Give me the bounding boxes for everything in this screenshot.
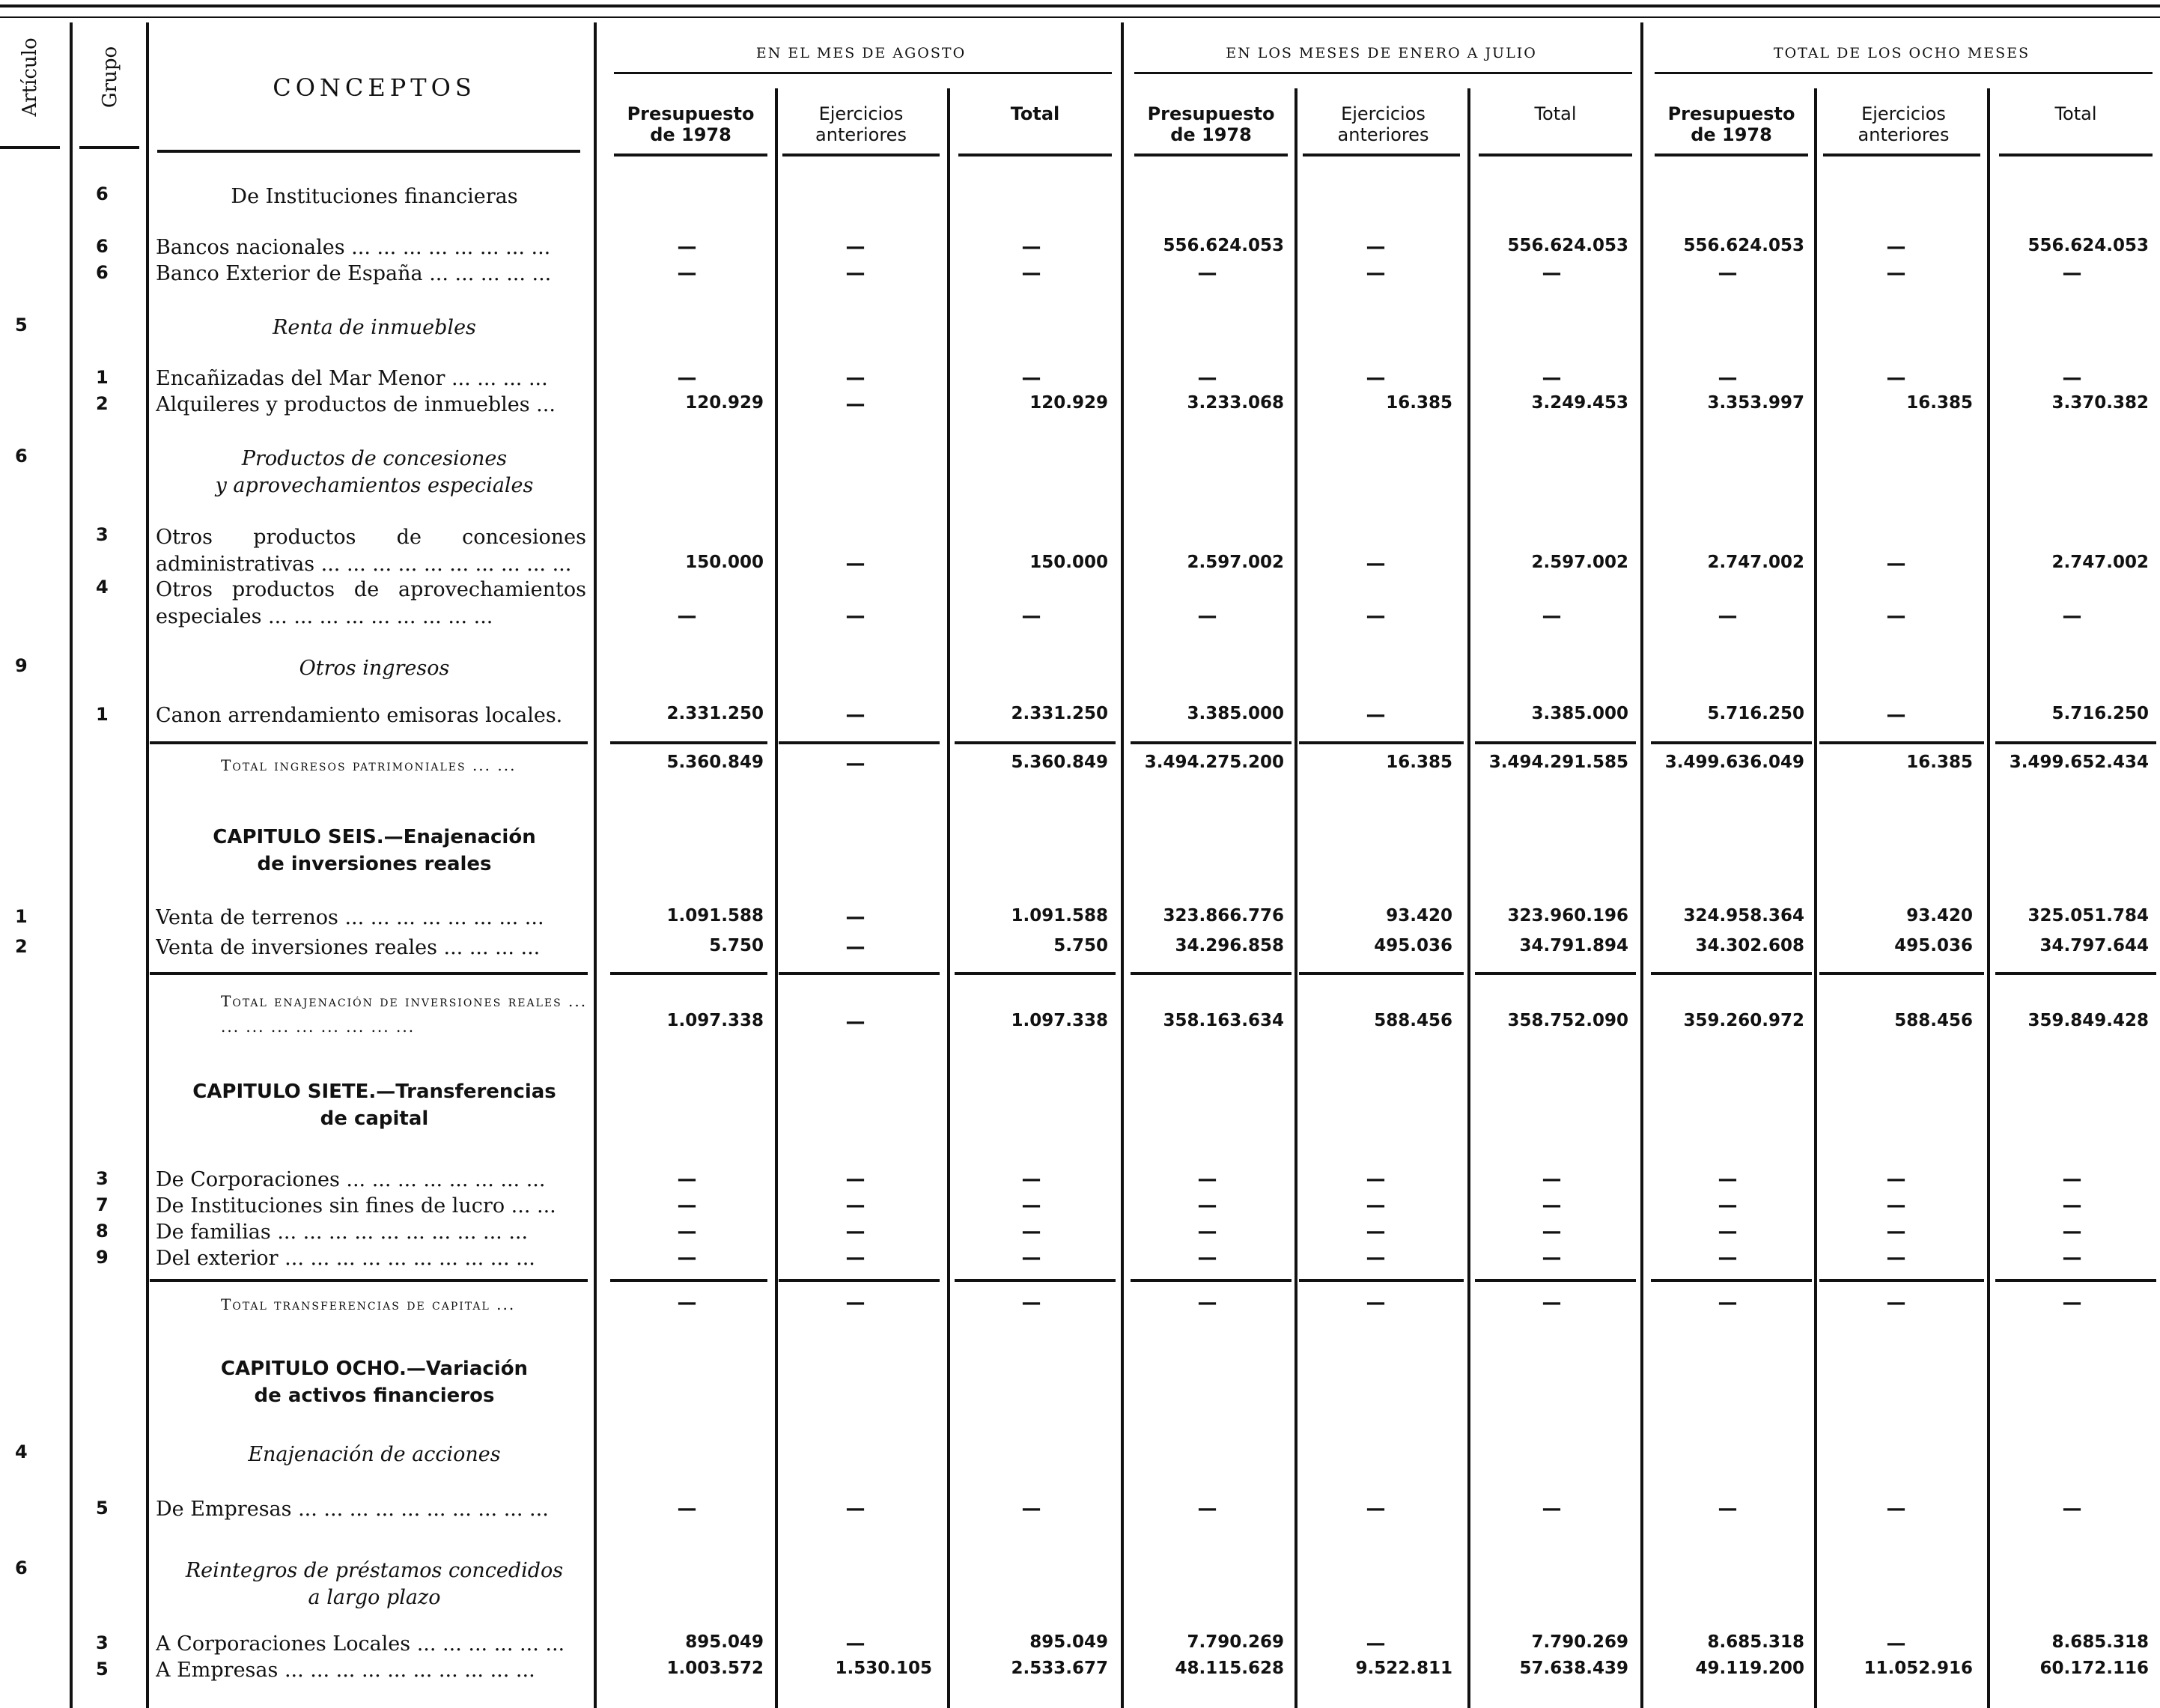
cell-value: 588.456 (1374, 1011, 1452, 1030)
cell-value: — (1197, 1194, 1217, 1217)
cell-value: — (1718, 1498, 1738, 1520)
cell-value: — (2062, 605, 2082, 627)
cell-value: — (1366, 553, 1386, 575)
cell-value: — (677, 367, 697, 389)
concept-label: Bancos nacionales ... ... ... ... ... ... ... ... (156, 236, 551, 259)
total-rule (955, 1279, 1116, 1282)
cell-value: — (1021, 1498, 1041, 1520)
header-rule-conceptos (157, 150, 580, 153)
grupo-number: 4 (96, 577, 109, 598)
cell-value: — (1366, 236, 1386, 258)
cell-value: — (1366, 1632, 1386, 1655)
cell-value: 556.624.053 (1507, 236, 1628, 255)
cell-value: — (1021, 1221, 1041, 1243)
group-title-enero-julio: EN LOS MESES DE ENERO A JULIO (1226, 45, 1537, 61)
cell-value: 7.790.269 (1187, 1632, 1284, 1652)
concept-label: Venta de terrenos ... ... ... ... ... ... ... ... (156, 906, 544, 929)
section-heading: CAPITULO SIETE.—Transferencias de capital (192, 1081, 556, 1130)
total-rule (1299, 741, 1464, 744)
cell-value: 3.499.652.434 (2009, 753, 2149, 772)
subheader-rule (1303, 154, 1460, 156)
grupo-number: 6 (96, 183, 109, 204)
cell-value: 2.597.002 (1187, 553, 1284, 572)
cell-value: — (1197, 1498, 1217, 1520)
cell-value: 57.638.439 (1519, 1659, 1628, 1678)
header-articulo: Artículo (19, 37, 41, 117)
cell-value: — (1542, 605, 1562, 627)
cell-value: — (1197, 1292, 1217, 1314)
cell-value: 34.302.608 (1695, 936, 1804, 955)
cell-value: 3.385.000 (1187, 704, 1284, 723)
cell-value: 49.119.200 (1695, 1659, 1804, 1678)
cell-value: — (2062, 1247, 2082, 1269)
group-title-agosto: EN EL MES DE AGOSTO (755, 45, 967, 61)
cell-value: — (1718, 1247, 1738, 1269)
cell-value: — (1542, 1194, 1562, 1217)
cell-value: — (1886, 1292, 1906, 1314)
cell-value: — (845, 1632, 865, 1655)
cell-value: — (845, 1247, 865, 1269)
total-rule (1299, 972, 1464, 975)
cell-value: 5.360.849 (1011, 753, 1108, 772)
cell-value: — (1542, 1292, 1562, 1314)
concept-label: Del exterior ... ... ... ... ... ... ... ... ... ... (156, 1247, 535, 1270)
cell-value: — (1542, 1221, 1562, 1243)
cell-value: 150.000 (1029, 553, 1108, 572)
cell-value: — (1886, 1194, 1906, 1217)
concept-label: A Empresas ... ... ... ... ... ... ... ... ... ... (156, 1659, 535, 1682)
cell-value: 120.929 (1029, 393, 1108, 413)
cell-value: — (2062, 262, 2082, 285)
cell-value: — (1718, 605, 1738, 627)
subheader-rule (1823, 154, 1980, 156)
concept-label: De Corporaciones ... ... ... ... ... ... ... ... (156, 1168, 546, 1191)
grupo-number: 5 (96, 1659, 109, 1680)
cell-value: 358.163.634 (1163, 1011, 1284, 1030)
cell-value: — (1886, 1498, 1906, 1520)
total-rule (955, 972, 1116, 975)
concept-label: De familias ... ... ... ... ... ... ... ... ... ... (156, 1221, 529, 1244)
cell-value: 895.049 (1029, 1632, 1108, 1652)
cell-value: — (1886, 1632, 1906, 1655)
cell-value: — (1542, 1247, 1562, 1269)
cell-value: — (1197, 367, 1217, 389)
cell-value: 2.533.677 (1011, 1659, 1108, 1678)
total-rule (1475, 1279, 1636, 1282)
cell-value: 48.115.628 (1175, 1659, 1284, 1678)
column-rule (1814, 88, 1817, 1708)
cell-value: — (1197, 605, 1217, 627)
cell-value: 3.494.275.200 (1144, 753, 1284, 772)
cell-value: 495.036 (1374, 936, 1452, 955)
header-rule-grupo (79, 146, 139, 149)
section-heading: Otros ingresos (299, 657, 450, 680)
cell-value: 323.866.776 (1163, 906, 1284, 926)
cell-value: — (1886, 1168, 1906, 1191)
section-heading: Productos de concesiones y aprovechamientos especiales (215, 447, 534, 497)
subheader-presupuesto: Presupuesto de 1978 (1667, 103, 1795, 145)
cell-value: 5.716.250 (1707, 704, 1804, 723)
subheader-rule (1999, 154, 2153, 156)
top-rule-thin (0, 16, 2160, 18)
cell-value: — (1366, 605, 1386, 627)
articulo-number: 4 (15, 1441, 28, 1462)
subheader-rule (1134, 154, 1288, 156)
cell-value: 5.716.250 (2051, 704, 2149, 723)
cell-value: 93.420 (1386, 906, 1452, 926)
cell-value: — (1366, 1221, 1386, 1243)
cell-value: — (677, 1498, 697, 1520)
section-heading: Reintegros de préstamos concedidos a largo plazo (185, 1559, 564, 1609)
cell-value: — (1718, 1194, 1738, 1217)
cell-value: 16.385 (1386, 753, 1452, 772)
cell-value: — (1718, 1292, 1738, 1314)
subheader-rule (958, 154, 1112, 156)
cell-value: — (1197, 262, 1217, 285)
cell-value: — (677, 1247, 697, 1269)
cell-value: 16.385 (1906, 753, 1973, 772)
cell-value: — (1021, 1292, 1041, 1314)
total-rule (1819, 972, 1984, 975)
cell-value: 7.790.269 (1531, 1632, 1628, 1652)
cell-value: 2.747.002 (2051, 553, 2149, 572)
cell-value: — (845, 753, 865, 775)
subheader-rule (782, 154, 940, 156)
cell-value: 895.049 (685, 1632, 764, 1652)
cell-value: — (1021, 236, 1041, 258)
concept-label: Otros productos de aprovechamientos especiales ... ... ... ... ... ... ... ... ... (156, 578, 586, 628)
concept-label: Venta de inversiones reales ... ... ... ... (156, 936, 541, 959)
section-heading: CAPITULO OCHO.—Variación de activos financieros (220, 1358, 529, 1407)
column-rule (775, 88, 778, 1708)
cell-value: — (845, 906, 865, 929)
cell-value: — (1718, 1168, 1738, 1191)
cell-value: — (845, 1292, 865, 1314)
cell-value: 2.331.250 (1011, 704, 1108, 723)
concept-label: Banco Exterior de España ... ... ... ... ... (156, 262, 552, 285)
header-grupo: Grupo (99, 46, 121, 109)
total-rule (779, 1279, 940, 1282)
cell-value: 93.420 (1906, 906, 1973, 926)
top-rule (0, 4, 2160, 7)
total-label: Total ingresos patrimoniales ... ... (221, 756, 517, 774)
cell-value: — (845, 704, 865, 726)
cell-value: — (1366, 1292, 1386, 1314)
cell-value: — (2062, 1498, 2082, 1520)
cell-value: 495.036 (1894, 936, 1973, 955)
cell-value: 2.331.250 (666, 704, 764, 723)
column-rule (1987, 88, 1990, 1708)
section-heading: Renta de inmuebles (273, 316, 476, 339)
cell-value: 16.385 (1386, 393, 1452, 413)
cell-value: 5.750 (709, 936, 764, 955)
grupo-number: 6 (96, 236, 109, 257)
total-rule (610, 972, 767, 975)
total-rule (1819, 1279, 1984, 1282)
column-rule (1467, 88, 1470, 1708)
cell-value: — (1197, 1247, 1217, 1269)
section-heading: Enajenación de acciones (248, 1443, 501, 1466)
cell-value: — (1718, 262, 1738, 285)
cell-value: 3.385.000 (1531, 704, 1628, 723)
concept-label: Otros productos de concesiones administrativas ... ... ... ... ... ... ... ... ... ... (156, 526, 586, 576)
cell-value: 150.000 (685, 553, 764, 572)
column-rule (947, 88, 950, 1708)
cell-value: 556.624.053 (1683, 236, 1804, 255)
section-heading: De Instituciones financieras (231, 185, 518, 208)
column-rule (1295, 88, 1297, 1708)
cell-value: — (1021, 1247, 1041, 1269)
concept-label: Encañizadas del Mar Menor ... ... ... ... (156, 367, 548, 390)
total-rule (1651, 972, 1812, 975)
cell-value: — (845, 367, 865, 389)
group-title-ocho-meses: TOTAL DE LOS OCHO MESES (1773, 45, 2030, 61)
cell-value: — (2062, 1292, 2082, 1314)
cell-value: — (1366, 367, 1386, 389)
column-rule (146, 22, 149, 1708)
cell-value: 11.052.916 (1864, 1659, 1973, 1678)
cell-value: — (677, 1292, 697, 1314)
cell-value: 9.522.811 (1355, 1659, 1452, 1678)
cell-value: 34.791.894 (1519, 936, 1628, 955)
cell-value: — (845, 605, 865, 627)
grupo-number: 9 (96, 1247, 109, 1268)
grupo-number: 3 (96, 1168, 109, 1189)
cell-value: 34.797.644 (2039, 936, 2149, 955)
total-rule (1819, 741, 1984, 744)
cell-value: — (1197, 1168, 1217, 1191)
articulo-number: 6 (15, 446, 28, 466)
cell-value: 324.958.364 (1683, 906, 1804, 926)
subheader-presupuesto: Presupuesto de 1978 (627, 103, 755, 145)
cell-value: 2.597.002 (1531, 553, 1628, 572)
cell-value: — (1021, 1168, 1041, 1191)
cell-value: 1.091.588 (1011, 906, 1108, 926)
cell-value: 556.624.053 (2027, 236, 2149, 255)
cell-value: — (1366, 704, 1386, 726)
cell-value: — (1542, 1168, 1562, 1191)
section-heading: CAPITULO SEIS.—Enajenación de inversiones reales (213, 826, 536, 875)
cell-value: — (1886, 553, 1906, 575)
grupo-number: 3 (96, 1632, 109, 1653)
cell-value: 588.456 (1894, 1011, 1973, 1030)
cell-value: — (845, 553, 865, 575)
column-rule (1640, 22, 1643, 1708)
articulo-number: 1 (15, 906, 28, 927)
articulo-number: 6 (15, 1557, 28, 1578)
total-rule (1651, 1279, 1812, 1282)
cell-value: — (1366, 1498, 1386, 1520)
cell-value: — (677, 262, 697, 285)
cell-value: — (1886, 236, 1906, 258)
cell-value: — (677, 1221, 697, 1243)
grupo-number: 8 (96, 1221, 109, 1242)
cell-value: — (1718, 1221, 1738, 1243)
cell-value: — (1542, 262, 1562, 285)
cell-value: 325.051.784 (2027, 906, 2149, 926)
concept-label: A Corporaciones Locales ... ... ... ... ... ... (156, 1632, 565, 1656)
total-rule (610, 1279, 767, 1282)
cell-value: — (845, 262, 865, 285)
grupo-number: 2 (96, 393, 109, 414)
cell-value: 5.360.849 (666, 753, 764, 772)
column-rule (70, 22, 73, 1708)
cell-value: 2.747.002 (1707, 553, 1804, 572)
cell-value: — (1886, 704, 1906, 726)
cell-value: — (1366, 1168, 1386, 1191)
subheader-rule (614, 154, 767, 156)
total-rule (779, 741, 940, 744)
cell-value: — (1718, 367, 1738, 389)
subheader-total: Total (1010, 103, 1060, 124)
total-rule (610, 741, 767, 744)
cell-value: 60.172.116 (2039, 1659, 2149, 1678)
grupo-number: 1 (96, 367, 109, 388)
grupo-number: 7 (96, 1194, 109, 1215)
subheader-total: Total (1534, 103, 1577, 124)
articulo-number: 9 (15, 655, 28, 676)
cell-value: — (845, 1498, 865, 1520)
cell-value: 120.929 (685, 393, 764, 413)
cell-value: — (2062, 1168, 2082, 1191)
cell-value: 5.750 (1053, 936, 1108, 955)
cell-value: — (677, 605, 697, 627)
subheader-ejercicios: Ejercicios anteriores (1858, 103, 1950, 145)
total-rule (150, 741, 588, 744)
cell-value: 8.685.318 (2051, 1632, 2149, 1652)
grupo-number: 1 (96, 704, 109, 725)
concept-label: Alquileres y productos de inmuebles ... (156, 393, 556, 416)
cell-value: 359.260.972 (1683, 1011, 1804, 1030)
cell-value: 1.003.572 (666, 1659, 764, 1678)
total-label: Total enajenación de inversiones reales ... ... ... ... ... ... ... ... ... (221, 992, 588, 1036)
cell-value: — (1886, 1221, 1906, 1243)
grupo-number: 6 (96, 262, 109, 283)
grupo-number: 3 (96, 524, 109, 545)
cell-value: 8.685.318 (1707, 1632, 1804, 1652)
cell-value: — (1197, 1221, 1217, 1243)
cell-value: — (1021, 262, 1041, 285)
cell-value: — (845, 1011, 865, 1033)
total-rule (1995, 741, 2156, 744)
cell-value: 1.530.105 (835, 1659, 932, 1678)
cell-value: — (845, 393, 865, 416)
cell-value: — (1021, 367, 1041, 389)
cell-value: 3.249.453 (1531, 393, 1628, 413)
cell-value: — (845, 936, 865, 958)
cell-value: — (845, 1194, 865, 1217)
cell-value: 323.960.196 (1507, 906, 1628, 926)
cell-value: — (1021, 1194, 1041, 1217)
subheader-ejercicios: Ejercicios anteriores (815, 103, 907, 145)
group-rule-ocho-meses (1655, 72, 2153, 74)
column-rule (1121, 22, 1124, 1708)
total-rule (150, 972, 588, 975)
total-rule (1131, 972, 1292, 975)
cell-value: — (1366, 1247, 1386, 1269)
articulo-number: 2 (15, 936, 28, 957)
subheader-ejercicios: Ejercicios anteriores (1337, 103, 1429, 145)
cell-value: 34.296.858 (1175, 936, 1284, 955)
subheader-rule (1479, 154, 1632, 156)
total-rule (1299, 1279, 1464, 1282)
cell-value: — (677, 1194, 697, 1217)
concept-label: Canon arrendamiento emisoras locales. (156, 704, 563, 727)
cell-value: — (1886, 605, 1906, 627)
cell-value: 1.097.338 (666, 1011, 764, 1030)
header-rule-articulo (0, 146, 60, 149)
total-rule (1995, 1279, 2156, 1282)
cell-value: 3.494.291.585 (1488, 753, 1628, 772)
header-conceptos: CONCEPTOS (273, 73, 476, 102)
cell-value: — (677, 1168, 697, 1191)
total-rule (955, 741, 1116, 744)
cell-value: — (677, 236, 697, 258)
total-rule (150, 1279, 588, 1282)
group-rule-agosto (614, 72, 1112, 74)
cell-value: — (1886, 1247, 1906, 1269)
cell-value: — (1021, 605, 1041, 627)
total-rule (1475, 972, 1636, 975)
cell-value: — (1542, 367, 1562, 389)
cell-value: — (1886, 367, 1906, 389)
subheader-total: Total (2054, 103, 2097, 124)
cell-value: 556.624.053 (1163, 236, 1284, 255)
cell-value: 358.752.090 (1507, 1011, 1628, 1030)
cell-value: — (2062, 1221, 2082, 1243)
concept-label: De Empresas ... ... ... ... ... ... ... ... ... ... (156, 1498, 549, 1521)
cell-value: — (1542, 1498, 1562, 1520)
cell-value: — (1886, 262, 1906, 285)
cell-value: 3.233.068 (1187, 393, 1284, 413)
cell-value: — (2062, 367, 2082, 389)
total-rule (1131, 741, 1292, 744)
total-rule (1651, 741, 1812, 744)
group-rule-enero-julio (1134, 72, 1632, 74)
cell-value: — (845, 1168, 865, 1191)
subheader-rule (1655, 154, 1808, 156)
total-rule (1131, 1279, 1292, 1282)
cell-value: 359.849.428 (2027, 1011, 2149, 1030)
total-rule (1995, 972, 2156, 975)
cell-value: 3.353.997 (1707, 393, 1804, 413)
total-rule (779, 972, 940, 975)
cell-value: — (845, 236, 865, 258)
cell-value: — (2062, 1194, 2082, 1217)
cell-value: 3.370.382 (2051, 393, 2149, 413)
subheader-presupuesto: Presupuesto de 1978 (1147, 103, 1275, 145)
total-rule (1475, 741, 1636, 744)
grupo-number: 5 (96, 1498, 109, 1519)
concept-label: De Instituciones sin fines de lucro ... ... (156, 1194, 556, 1218)
total-label: Total transferencias de capital ... (221, 1295, 516, 1313)
cell-value: 16.385 (1906, 393, 1973, 413)
cell-value: 1.091.588 (666, 906, 764, 926)
cell-value: — (1366, 262, 1386, 285)
articulo-number: 5 (15, 314, 28, 335)
cell-value: 3.499.636.049 (1664, 753, 1804, 772)
cell-value: — (1366, 1194, 1386, 1217)
cell-value: — (845, 1221, 865, 1243)
cell-value: 1.097.338 (1011, 1011, 1108, 1030)
